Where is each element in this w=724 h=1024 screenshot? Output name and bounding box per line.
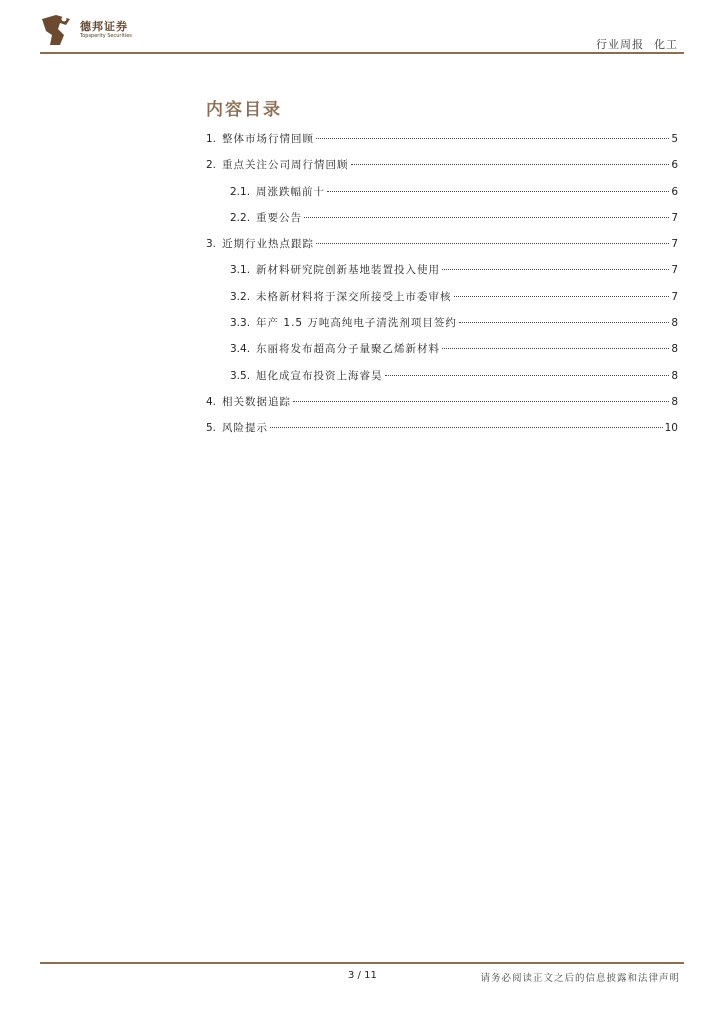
- toc-item-number: 2.1.: [230, 185, 251, 198]
- toc-item-label: 周涨跌幅前十: [256, 185, 326, 198]
- company-logo: [40, 13, 132, 47]
- toc-leader-dots: [293, 401, 669, 402]
- toc-item-3-1[interactable]: [206, 262, 678, 288]
- toc-leader-dots: [316, 243, 669, 244]
- logo-emblem-icon: [40, 13, 74, 47]
- logo-english-name: Topsperity Securities: [80, 33, 132, 39]
- toc-item-page: 8: [671, 317, 678, 330]
- toc-leader-dots: [442, 348, 669, 349]
- toc-item-page: 8: [671, 369, 678, 382]
- toc-leader-dots: [385, 375, 670, 376]
- toc-item-page: 8: [671, 395, 678, 408]
- toc-item-label: 整体市场行情回顾: [222, 133, 315, 145]
- toc-leader-dots: [459, 322, 669, 323]
- toc-item-number: 3.3.: [230, 317, 251, 330]
- toc-title: 内容目录: [206, 100, 282, 120]
- header-divider: [40, 52, 684, 54]
- toc-item-number: 3.2.: [230, 290, 251, 303]
- logo-chinese-name: 德邦证券: [80, 20, 128, 33]
- toc-item-3-2[interactable]: [206, 289, 678, 315]
- toc-item-page: 6: [671, 159, 678, 172]
- toc-item-3[interactable]: [206, 236, 678, 262]
- toc-item-number: 2.2.: [230, 211, 251, 224]
- industry-tag: 化工: [654, 38, 678, 51]
- toc-item-page: 7: [671, 238, 678, 251]
- toc-item-page: 6: [671, 185, 678, 198]
- toc-item-5[interactable]: [206, 420, 678, 446]
- toc-leader-dots: [351, 164, 670, 165]
- report-header-tags: [596, 36, 678, 52]
- toc-item-number: 3.4.: [230, 343, 251, 356]
- toc-item-2[interactable]: [206, 157, 678, 183]
- toc-item-label: 新材料研究院创新基地装置投入使用: [256, 264, 441, 277]
- toc-item-label: 重要公告: [256, 211, 303, 224]
- footer-divider: [40, 962, 684, 964]
- toc-item-label: 近期行业热点跟踪: [222, 238, 315, 251]
- toc-item-label: 年产 1.5 万吨高纯电子清洗剂项目签约: [256, 317, 457, 330]
- table-of-contents: [206, 131, 678, 447]
- toc-item-page: 5: [671, 133, 678, 145]
- toc-item-number: 3.: [206, 238, 217, 251]
- report-type: 行业周报: [596, 38, 644, 51]
- toc-leader-dots: [442, 269, 669, 270]
- toc-item-page: 7: [671, 264, 678, 277]
- toc-leader-dots: [327, 191, 669, 192]
- toc-item-label: 旭化成宣布投资上海睿昊: [256, 369, 383, 382]
- toc-item-label: 重点关注公司周行情回顾: [222, 159, 349, 172]
- toc-leader-dots: [270, 427, 663, 428]
- toc-item-number: 3.5.: [230, 369, 251, 382]
- toc-item-label: 风险提示: [222, 422, 269, 435]
- toc-item-page: 7: [671, 211, 678, 224]
- toc-item-3-4[interactable]: [206, 341, 678, 367]
- toc-item-page: 8: [671, 343, 678, 356]
- toc-item-page: 7: [671, 290, 678, 303]
- toc-item-1[interactable]: [206, 131, 678, 157]
- toc-item-number: 3.1.: [230, 264, 251, 277]
- toc-item-page: 10: [664, 422, 678, 435]
- toc-item-number: 2.: [206, 159, 217, 172]
- toc-item-number: 5.: [206, 422, 217, 435]
- toc-leader-dots: [454, 296, 670, 297]
- toc-item-label: 东丽将发布超高分子量聚乙烯新材料: [256, 343, 441, 356]
- toc-item-label: 相关数据追踪: [222, 395, 292, 408]
- toc-leader-dots: [304, 217, 669, 218]
- toc-leader-dots: [316, 138, 669, 139]
- toc-item-label: 未格新材料将于深交所接受上市委审核: [256, 290, 452, 303]
- toc-item-3-5[interactable]: [206, 368, 678, 394]
- toc-item-2-2[interactable]: [206, 210, 678, 236]
- page-indicator: 3 / 11: [348, 970, 377, 981]
- toc-item-number: 4.: [206, 395, 217, 408]
- toc-item-number: 1.: [206, 133, 217, 145]
- legal-disclaimer: 请务必阅读正文之后的信息披露和法律声明: [480, 973, 680, 984]
- toc-item-3-3[interactable]: [206, 315, 678, 341]
- toc-item-2-1[interactable]: [206, 184, 678, 210]
- toc-item-4[interactable]: [206, 394, 678, 420]
